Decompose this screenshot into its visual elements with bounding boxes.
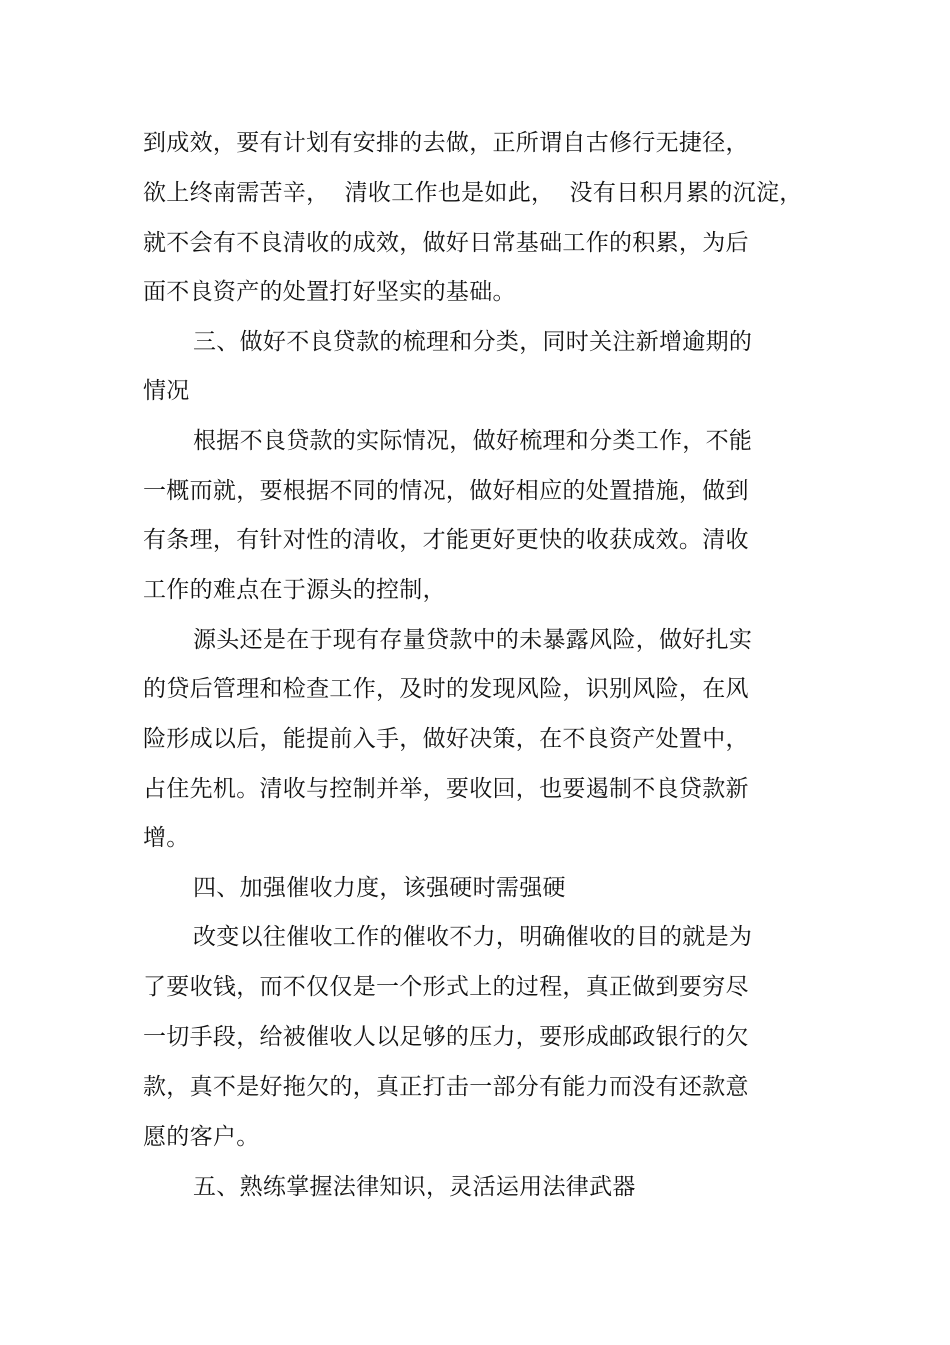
paragraph-line: 工作的难点在于源头的控制， <box>143 577 446 603</box>
paragraph-line: 改变以往催收工作的催收不力，明确催收的目的就是为 <box>193 924 753 950</box>
paragraph-line: 一切手段，给被催收人以足够的压力，要形成邮政银行的欠 <box>143 1024 749 1050</box>
paragraph-line: 占住先机。清收与控制并举，要收回，也要遏制不良贷款新 <box>143 776 749 802</box>
paragraph-line: 根据不良贷款的实际情况，做好梳理和分类工作，不能 <box>193 428 753 454</box>
paragraph-line: 款，真不是好拖欠的，真正打击一部分有能力而没有还款意 <box>143 1074 749 1100</box>
section-heading-4: 四、加强催收力度，该强硬时需强硬 <box>193 875 566 901</box>
paragraph-line: 险形成以后，能提前入手，做好决策，在不良资产处置中， <box>143 726 749 752</box>
paragraph-line: 了要收钱，而不仅仅是一个形式上的过程，真正做到要穷尽 <box>143 974 749 1000</box>
paragraph-line: 源头还是在于现有存量贷款中的未暴露风险，做好扎实 <box>193 627 753 653</box>
paragraph-line: 面不良资产的处置打好坚实的基础。 <box>143 279 516 305</box>
paragraph-line: 的贷后管理和检查工作，及时的发现风险，识别风险，在风 <box>143 676 749 702</box>
paragraph-line: 一概而就，要根据不同的情况，做好相应的处置措施，做到 <box>143 478 749 504</box>
section-heading-3: 三、做好不良贷款的梳理和分类，同时关注新增逾期的 <box>193 329 753 355</box>
paragraph-line: 愿的客户。 <box>143 1124 260 1150</box>
paragraph-line: 欲上终南需苦辛， 清收工作也是如此， 没有日积月累的沉淀， <box>143 180 803 206</box>
paragraph-line: 就不会有不良清收的成效，做好日常基础工作的积累，为后 <box>143 230 749 256</box>
paragraph-line: 有条理，有针对性的清收，才能更好更快的收获成效。清收 <box>143 527 749 553</box>
paragraph-line: 增。 <box>143 825 190 851</box>
section-heading-5: 五、熟练掌握法律知识，灵活运用法律武器 <box>193 1174 636 1200</box>
section-heading-3-cont: 情况 <box>143 378 190 404</box>
paragraph-line: 到成效，要有计划有安排的去做，正所谓自古修行无捷径， <box>143 130 749 156</box>
